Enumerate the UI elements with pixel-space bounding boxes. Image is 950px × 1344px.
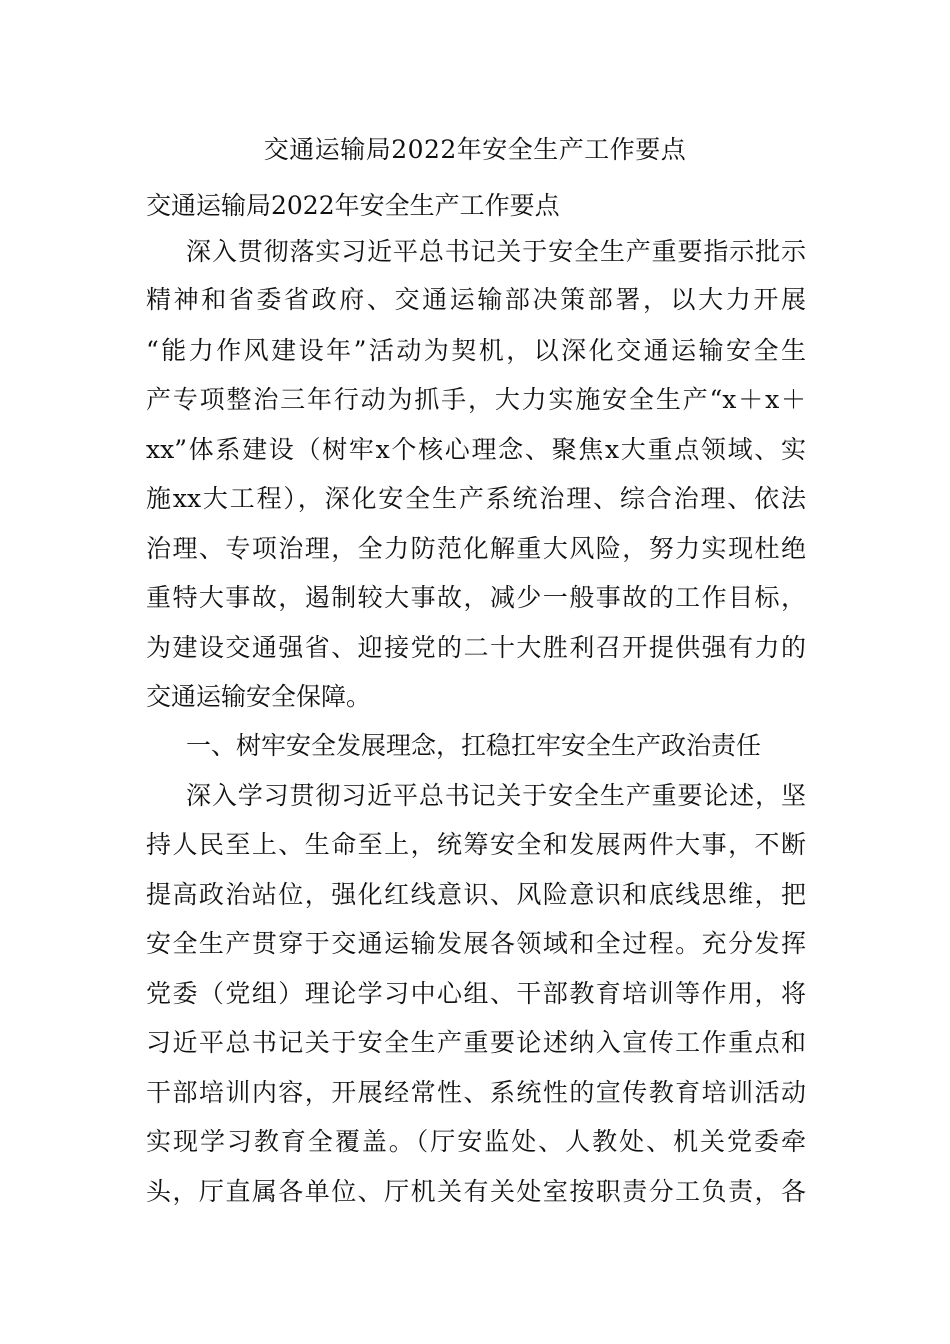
paragraph-line: xx”体系建设（树牢x个核心理念、聚焦x大重点领域、实 [146, 435, 806, 464]
paragraph-line: 持人民至上、生命至上，统筹安全和发展两件大事，不断 [146, 830, 806, 859]
paragraph-line: 精神和省委省政府、交通运输部决策部署，以大力开展 [146, 285, 806, 314]
paragraph-line: 产专项整治三年行动为抓手，大力实施安全生产“x＋x＋ [146, 385, 806, 414]
section-heading: 一、树牢安全发展理念，扛稳扛牢安全生产政治责任 [186, 731, 762, 760]
document-title: 交通运输局2022年安全生产工作要点 [263, 135, 687, 164]
paragraph-line: 深入学习贯彻习近平总书记关于安全生产重要论述，坚 [186, 781, 806, 810]
paragraph-line: 党委（党组）理论学习中心组、干部教育培训等作用，将 [146, 979, 806, 1008]
paragraph-line: 治理、专项治理，全力防范化解重大风险，努力实现杜绝 [146, 534, 806, 563]
paragraph-line: 提高政治站位，强化红线意识、风险意识和底线思维，把 [146, 880, 806, 909]
paragraph-line: 实现学习教育全覆盖。（厅安监处、人教处、机关党委牵 [146, 1127, 806, 1156]
paragraph-line: 为建设交通强省、迎接党的二十大胜利召开提供强有力的 [146, 633, 806, 662]
paragraph-line: 交通运输安全保障。 [146, 682, 372, 711]
paragraph-line: 施xx大工程），深化安全生产系统治理、综合治理、依法 [146, 484, 806, 513]
paragraph-line: 深入贯彻落实习近平总书记关于安全生产重要指示批示 [186, 237, 806, 266]
paragraph-line: “能力作风建设年”活动为契机，以深化交通运输安全生 [146, 336, 806, 365]
paragraph-line: 习近平总书记关于安全生产重要论述纳入宣传工作重点和 [146, 1028, 806, 1057]
paragraph-line: 安全生产贯穿于交通运输发展各领域和全过程。充分发挥 [146, 929, 806, 958]
paragraph-line: 干部培训内容，开展经常性、系统性的宣传教育培训活动 [146, 1078, 806, 1107]
document-subtitle: 交通运输局2022年安全生产工作要点 [146, 191, 560, 220]
paragraph-line: 头，厅直属各单位、厅机关有关处室按职责分工负责，各 [146, 1177, 806, 1206]
paragraph-line: 重特大事故，遏制较大事故，减少一般事故的工作目标， [146, 583, 806, 612]
